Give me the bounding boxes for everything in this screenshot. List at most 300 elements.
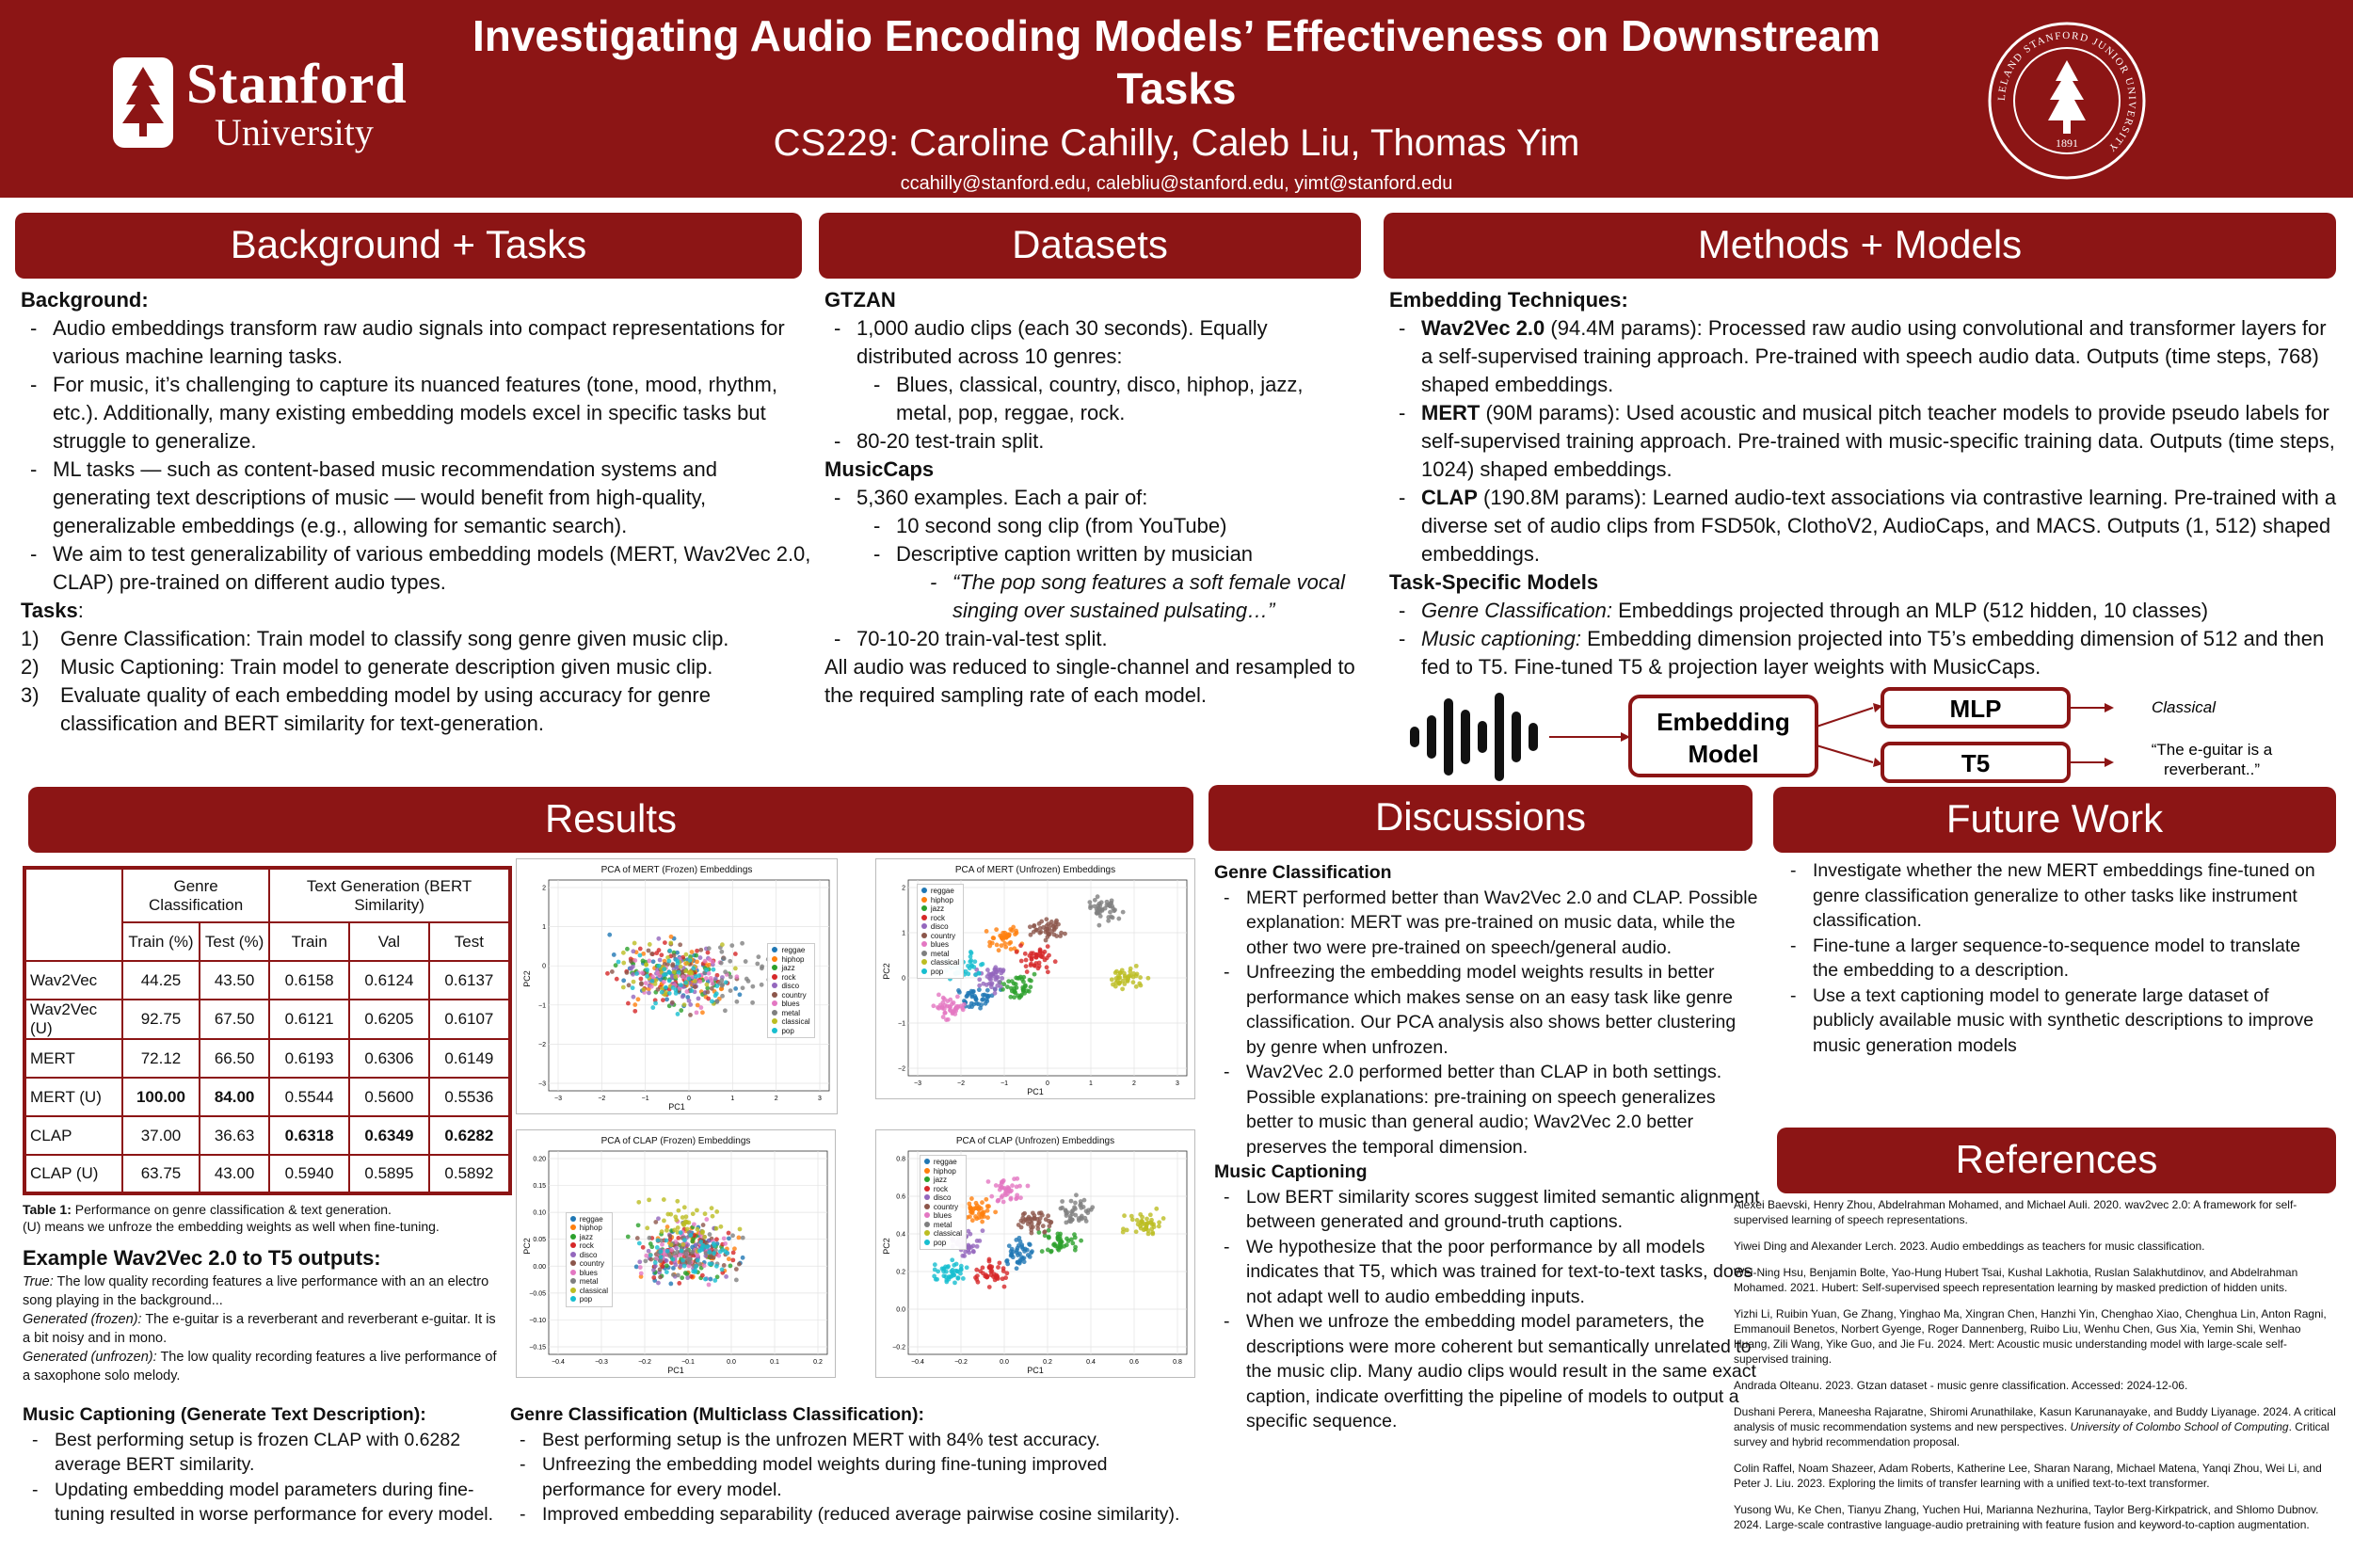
scatter-point: [712, 1243, 717, 1248]
scatter-point: [741, 1256, 745, 1260]
y-tick-label: −2: [538, 1041, 546, 1048]
scatter-point: [645, 1225, 649, 1230]
scatter-point: [664, 997, 669, 1001]
scatter-point: [719, 950, 724, 954]
scatter-point: [941, 1269, 946, 1273]
legend-entry: [772, 982, 809, 991]
scatter-point: [719, 1224, 724, 1229]
scatter-point: [728, 959, 732, 964]
scatter-point: [955, 994, 960, 999]
legend-entry: [570, 1287, 608, 1296]
legend-entry: [570, 1215, 608, 1224]
x-tick-label: 1: [730, 1096, 735, 1102]
x-tick-label: 3: [818, 1096, 822, 1102]
scatter-point: [680, 995, 685, 1000]
scatter-point: [701, 1223, 706, 1227]
table-cell: 0.6137: [429, 961, 510, 1000]
legend-entry: [570, 1241, 608, 1251]
legend-entry: [570, 1251, 608, 1260]
scatter-point: [760, 965, 764, 969]
scatter-point: [651, 959, 656, 964]
legend-label: pop: [579, 1295, 593, 1304]
scatter-point: [985, 968, 990, 972]
scatter-point: [677, 970, 681, 975]
scatter-point: [1007, 941, 1012, 946]
scatter-point: [678, 1264, 682, 1269]
legend-label: hiphop: [781, 954, 805, 964]
legend-entry: [924, 1176, 962, 1185]
scatter-point: [671, 1272, 676, 1277]
y-tick-label: −0.05: [529, 1290, 546, 1298]
scatter-point: [733, 952, 738, 956]
scatter-point: [631, 985, 635, 990]
legend-label: metal: [933, 1220, 952, 1229]
scatter-point: [1015, 950, 1019, 954]
musiccaps-item: [824, 484, 1361, 625]
scatter-point: [686, 1221, 691, 1225]
scatter-point: [977, 987, 982, 992]
x-tick-label: 0.2: [813, 1359, 823, 1366]
scatter-point: [688, 958, 693, 963]
scatter-point: [710, 1206, 714, 1210]
scatter-point: [1082, 1198, 1087, 1203]
scatter-point: [702, 1263, 707, 1268]
scatter-point: [984, 929, 989, 934]
t5-label: T5: [1961, 749, 1991, 777]
scatter-point: [673, 1215, 678, 1220]
discussions-text: [1214, 860, 1760, 1434]
legend-swatch: [772, 974, 777, 980]
scatter-point: [672, 1227, 677, 1232]
x-tick-label: −2: [598, 1096, 606, 1102]
scatter-point: [1000, 976, 1004, 981]
gtzan-item-text: 1,000 audio clips (each 30 seconds). Equally distributed across 10 genres:: [856, 316, 1268, 368]
results-table: [23, 866, 512, 1195]
plot-title: PCA of MERT (Frozen) Embeddings: [600, 865, 753, 875]
genre-result-item: - Unfreezing the embedding model weights during fine-tuning improved performance for every model.: [510, 1452, 1188, 1502]
scatter-point: [962, 1254, 967, 1258]
scatter-point: [1060, 1199, 1064, 1204]
gtzan-item: [824, 314, 1361, 427]
x-tick-label: 0: [687, 1096, 691, 1102]
scatter-point: [1043, 1229, 1048, 1234]
x-tick-label: −3: [914, 1080, 921, 1087]
scatter-point: [968, 1245, 973, 1250]
legend-label: country: [933, 1202, 959, 1211]
scatter-point: [658, 1275, 663, 1280]
scatter-point: [656, 987, 661, 992]
scatter-point: [1005, 1185, 1010, 1190]
y-tick-label: 0: [902, 975, 905, 983]
scatter-point: [1157, 1224, 1161, 1229]
legend-entry: [924, 1203, 962, 1212]
scatter-point: [1010, 928, 1015, 933]
examples-body: [23, 1272, 503, 1385]
scatter-point: [1038, 950, 1043, 954]
scatter-point: [707, 1250, 712, 1255]
scatter-point: [992, 968, 997, 972]
scatter-point: [714, 1264, 719, 1269]
scatter-point: [638, 953, 643, 958]
table-model: CLAP: [24, 1116, 122, 1155]
scatter-point: [1144, 1222, 1149, 1226]
plot-ylabel: PC2: [881, 963, 891, 981]
legend-swatch: [921, 897, 927, 903]
scatter-point: [657, 964, 662, 968]
banner-references: References: [1777, 1128, 2336, 1193]
background-item: - ML tasks — such as content-based music recommendation systems and generating text descriptions of music — would benefit from high-quality, generalizable embeddings (e.g., allowing for semantic search).: [21, 456, 811, 540]
scatter-point: [1148, 1212, 1153, 1217]
legend-entry: [924, 1229, 962, 1239]
scatter-point: [958, 1003, 963, 1008]
table-row: [24, 1116, 510, 1155]
scatter-point: [1064, 1242, 1069, 1247]
scatter-point: [1096, 894, 1100, 899]
scatter-point: [720, 994, 725, 999]
scatter-point: [975, 1239, 980, 1243]
scatter-point: [673, 974, 678, 979]
gtzan-heading: GTZAN: [824, 288, 896, 312]
legend-entry: [570, 1277, 608, 1287]
x-tick-label: 1: [1089, 1080, 1093, 1087]
scatter-point: [1070, 1218, 1075, 1223]
scatter-point: [954, 1262, 959, 1267]
legend-label: classical: [579, 1286, 608, 1295]
scatter-point: [1138, 975, 1143, 980]
scatter-point: [632, 1009, 637, 1014]
scatter-point: [737, 1262, 742, 1267]
scatter-point: [971, 1250, 976, 1255]
scatter-point: [664, 1228, 669, 1233]
scatter-point: [728, 1264, 733, 1269]
legend-entry: [924, 1221, 962, 1230]
discussion-genre-heading: Genre Classification: [1214, 862, 1392, 883]
y-tick-label: 0.00: [533, 1263, 546, 1271]
scatter-point: [626, 1001, 631, 1006]
scatter-point: [683, 981, 688, 985]
scatter-point: [970, 1218, 975, 1223]
scatter-point: [951, 1010, 955, 1015]
scatter-point: [685, 1227, 690, 1232]
example-frozen-label: Generated (frozen):: [23, 1312, 142, 1327]
scatter-point: [684, 1214, 689, 1219]
x-tick-label: −0.4: [552, 1359, 565, 1366]
scatter-point: [980, 1220, 984, 1224]
scatter-point: [1120, 968, 1125, 972]
scatter-point: [1001, 1200, 1006, 1205]
legend-label: disco: [579, 1250, 598, 1259]
scatter-point: [734, 1267, 739, 1272]
scatter-point: [1041, 1224, 1046, 1228]
task-text: Music Captioning: Train model to generate description given music clip.: [60, 655, 713, 679]
scatter-point: [723, 969, 728, 974]
scatter-point: [1021, 975, 1026, 980]
legend-entry: [570, 1269, 608, 1278]
scatter-point: [1070, 1241, 1075, 1246]
scatter-point: [724, 980, 728, 984]
scatter-point: [966, 1229, 970, 1234]
legend-swatch: [921, 905, 927, 911]
musiccaps-caption-text: Descriptive caption written by musician: [896, 542, 1254, 566]
t5-output-2: reverberant..”: [2163, 760, 2261, 778]
music-cap-results-heading: Music Captioning (Generate Text Description):: [23, 1404, 426, 1425]
reference-item: Wei-Ning Hsu, Benjamin Bolte, Yao-Hung Hubert Tsai, Kushal Lakhotia, Ruslan Salakhutdinov, and Abdelrahman Mohamed. 2021. Hubert: Self-supervised speech representation learning by masked prediction of hidden units.: [1734, 1266, 2298, 1294]
scatter-point: [667, 970, 672, 975]
mlp-label: MLP: [1949, 695, 2002, 723]
scatter-point: [1017, 1252, 1022, 1256]
scatter-point: [660, 990, 664, 995]
scatter-point: [655, 1245, 660, 1250]
scatter-point: [972, 1206, 977, 1210]
scatter-point: [716, 1254, 721, 1258]
scatter-point: [687, 970, 692, 975]
legend-swatch: [570, 1216, 576, 1222]
scatter-point: [950, 1257, 954, 1262]
scatter-point: [636, 1223, 641, 1227]
scatter-point: [1122, 1213, 1127, 1218]
scatter-point: [711, 1214, 715, 1219]
scatter-point: [1144, 1217, 1149, 1222]
table-cell: 0.5600: [349, 1078, 429, 1116]
scatter-point: [1045, 965, 1049, 969]
plot-ylabel: PC2: [521, 1238, 532, 1255]
scatter-point: [977, 977, 982, 982]
scatter-point: [696, 973, 701, 978]
scatter-point: [1014, 1238, 1018, 1242]
scatter-point: [732, 1246, 737, 1251]
legend-entry: [924, 1239, 962, 1248]
legend-swatch: [921, 923, 927, 929]
music-cap-results-list: [23, 1428, 512, 1528]
genre-results: [510, 1402, 1188, 1528]
legend-entry: [924, 1185, 962, 1194]
scatter-point: [1077, 1218, 1081, 1223]
scatter-point: [689, 1233, 694, 1238]
background-text: [21, 286, 811, 738]
scatter-point: [722, 956, 727, 961]
scatter-point: [639, 977, 644, 982]
plot-legend: [767, 943, 814, 1038]
scatter-point: [681, 1222, 686, 1226]
scatter-point: [648, 942, 652, 947]
scatter-point: [645, 968, 649, 972]
banner-future: Future Work: [1773, 787, 2336, 853]
scatter-point: [1069, 1199, 1074, 1204]
scatter-point: [669, 1242, 674, 1247]
task-number: 2): [21, 655, 40, 679]
scatter-point: [1059, 1239, 1064, 1243]
scatter-point: [685, 1275, 690, 1280]
scatter-point: [1047, 1235, 1051, 1240]
scatter-point: [1023, 952, 1028, 956]
task-item: [21, 681, 811, 738]
scatter-point: [984, 999, 989, 1003]
table-model: CLAP (U): [24, 1155, 122, 1193]
gtzan-split: - 80-20 test-train split.: [824, 427, 1361, 456]
scatter-point: [734, 1000, 739, 1004]
legend-label: metal: [579, 1277, 599, 1287]
plot-title: PCA of CLAP (Frozen) Embeddings: [600, 1136, 751, 1146]
legend-label: pop: [781, 1026, 794, 1035]
task-number: 3): [21, 683, 40, 707]
scatter-point: [756, 954, 760, 959]
scatter-point: [647, 1197, 651, 1202]
scatter-point: [693, 979, 697, 984]
legend-swatch: [570, 1224, 576, 1230]
legend-label: disco: [930, 922, 949, 932]
legend-swatch: [924, 1240, 930, 1245]
scatter-point: [973, 1275, 978, 1280]
scatter-point: [668, 1282, 673, 1287]
scatter-point: [665, 1212, 670, 1217]
plot-xlabel: PC1: [667, 1366, 684, 1375]
genre-result-item: - Improved embedding separability (reduced average pairwise cosine similarity).: [510, 1502, 1188, 1528]
y-tick-label: 0: [542, 963, 546, 970]
plot-title: PCA of CLAP (Unfrozen) Embeddings: [955, 1136, 1115, 1146]
legend-entry: [570, 1295, 608, 1304]
scatter-point: [1116, 917, 1121, 921]
scatter-point: [1019, 1244, 1024, 1249]
genre-result-item: - Best performing setup is the unfrozen MERT with 84% test accuracy.: [510, 1428, 1188, 1453]
future-item: - Investigate whether the new MERT embeddings fine-tuned on genre classification generalize to other tasks like instrument classification.: [1781, 858, 2327, 934]
pca-plot-mert-frozen: [516, 858, 838, 1114]
scatter-point: [647, 1249, 651, 1254]
table-cell: 66.50: [200, 1039, 269, 1078]
genre-results-list: [510, 1428, 1188, 1528]
plot-ylabel: PC2: [521, 969, 532, 987]
scatter-point: [683, 952, 688, 957]
legend-entry: [772, 1000, 809, 1009]
scatter-point: [977, 984, 982, 988]
scatter-point: [1000, 943, 1004, 948]
scatter-point: [1100, 908, 1105, 913]
x-tick-label: 0.2: [1043, 1359, 1052, 1366]
x-tick-label: 2: [774, 1096, 778, 1102]
legend-swatch: [772, 956, 777, 962]
table-caption-label: Table 1:: [23, 1202, 72, 1217]
scatter-point: [682, 1205, 687, 1209]
scatter-point: [680, 974, 685, 979]
scatter-point: [694, 953, 698, 958]
scatter-point: [750, 1000, 755, 1005]
legend-label: rock: [781, 972, 796, 982]
x-tick-label: −0.2: [638, 1359, 651, 1366]
reference-item: Colin Raffel, Noam Shazeer, Adam Roberts, Katherine Lee, Sharan Narang, Michael Matena, Yanqi Zhou, Wei Li, and Peter J. Liu. 2023. Exploring the limits of transfer learning with a unified text-to-text transformer.: [1734, 1462, 2322, 1490]
scatter-point: [993, 987, 998, 992]
scatter-point: [1005, 984, 1010, 989]
pca-plot-clap-unfrozen: [875, 1129, 1195, 1378]
scatter-point: [1151, 1222, 1156, 1226]
table-cell-best: 0.6282: [429, 1116, 510, 1155]
legend-swatch: [772, 1010, 777, 1016]
scatter-point: [1031, 1210, 1035, 1215]
legend-entry: [772, 964, 809, 973]
scatter-point: [972, 959, 977, 964]
scatter-point: [607, 933, 612, 937]
scatter-point: [644, 1254, 648, 1258]
y-tick-label: −0.10: [529, 1317, 546, 1324]
scatter-point: [746, 979, 751, 984]
reference-item: Andrada Olteanu. 2023. Gtzan dataset - music genre classification. Accessed: 2024-12-06.: [1734, 1379, 2188, 1392]
scatter-point: [995, 942, 1000, 947]
discussion-item: - Low BERT similarity scores suggest limited semantic alignment between generated and ground-truth captions.: [1214, 1185, 1760, 1235]
scatter-point: [718, 1249, 723, 1254]
scatter-point: [661, 998, 665, 1002]
scatter-point: [980, 1200, 984, 1205]
table-row: [24, 1155, 510, 1193]
scatter-point: [1123, 974, 1128, 979]
scatter-point: [679, 983, 683, 987]
y-tick-label: 1: [542, 924, 546, 932]
pca-plot-clap-frozen: [516, 1129, 836, 1378]
example-true: [23, 1272, 503, 1310]
legend-label: reggae: [930, 887, 954, 896]
scatter-point: [1036, 966, 1041, 970]
scatter-point: [647, 991, 651, 996]
scatter-point: [1018, 1258, 1023, 1263]
scatter-point: [1120, 986, 1125, 991]
legend-swatch: [924, 1194, 930, 1200]
scatter-point: [672, 969, 677, 974]
scatter-point: [1015, 1266, 1019, 1271]
scatter-point: [977, 1208, 982, 1212]
scatter-point: [678, 942, 682, 947]
seal-icon: [1984, 21, 2150, 181]
scatter-point: [662, 980, 666, 984]
scatter-point: [1121, 1226, 1126, 1231]
scatter-point: [698, 1005, 703, 1010]
scatter-point: [1127, 973, 1131, 978]
scatter-point: [638, 1265, 643, 1270]
table-cell: 0.6306: [349, 1039, 429, 1078]
legend-label: jazz: [930, 904, 945, 914]
scatter-point: [730, 1233, 735, 1238]
legend-entry: [570, 1259, 608, 1269]
scatter-point: [970, 1210, 975, 1215]
banner-results: Results: [28, 787, 1193, 853]
legend-swatch: [772, 1028, 777, 1033]
poster-title: Investigating Audio Encoding Models’ Effectiveness on Downstream Tasks: [472, 11, 1881, 113]
legend-label: hiphop: [933, 1166, 956, 1176]
scatter-point: [1022, 1259, 1027, 1264]
scatter-point: [968, 950, 973, 954]
legend-label: reggae: [933, 1158, 957, 1167]
table-cell: 0.6107: [429, 1000, 510, 1039]
scatter-point: [943, 1003, 948, 1008]
scatter-point: [1003, 1192, 1008, 1197]
table-corner: [24, 868, 122, 961]
scatter-point: [705, 983, 710, 987]
scatter-point: [720, 942, 725, 947]
table-subheader: Train: [269, 922, 349, 961]
legend-entry: [772, 991, 809, 1000]
scatter-point: [1087, 900, 1092, 904]
scatter-point: [675, 1199, 680, 1204]
scatter-point: [676, 1012, 680, 1016]
scatter-point: [1030, 957, 1034, 962]
legend-label: rock: [579, 1241, 594, 1251]
scatter-point: [1051, 1242, 1056, 1247]
future-item: - Use a text captioning model to generate large dataset of publicly available music with synthetic descriptions to improve music generation models: [1781, 984, 2327, 1059]
legend-swatch: [921, 888, 927, 893]
scatter-point: [706, 990, 711, 995]
scatter-point: [641, 1245, 646, 1250]
task-number: 1): [21, 627, 40, 650]
scatter-point: [952, 1273, 956, 1278]
reference-item: [1734, 1404, 2336, 1449]
legend-swatch: [570, 1252, 576, 1257]
scatter-point: [1096, 904, 1100, 908]
